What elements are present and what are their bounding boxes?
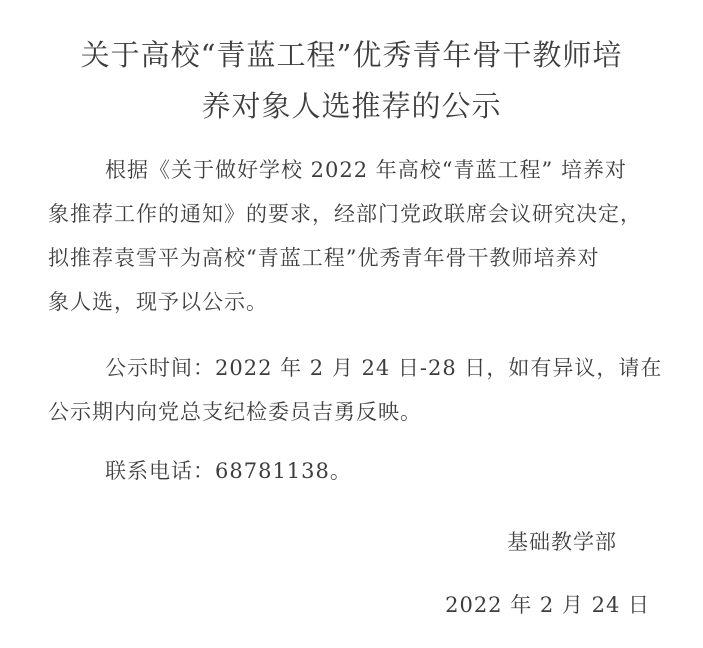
paragraph-recommendation [48,148,655,324]
paragraph-line: 公示期内向党总支纪检委员吉勇反映。 [48,400,422,424]
document-title [0,30,703,132]
signature-date [48,583,655,627]
paragraph-line: 象推荐工作的通知》的要求，经部门党政联席会议研究决定， [48,202,642,226]
paragraph-line: 根据《关于做好学校 2022 年高校“青蓝工程” 培养对 [105,158,627,182]
paragraph-line: 拟推荐袁雪平为高校“青蓝工程”优秀青年骨干教师培养对 [48,246,600,270]
document-body [0,148,703,627]
contact-phone-line: 联系电话：68781138。 [105,459,352,483]
paragraph-line: 象人选，现予以公示。 [48,290,268,314]
paragraph-publicity-period [48,346,663,434]
title-line-1: 关于高校“青蓝工程”优秀青年骨干教师培 [80,38,623,72]
title-line-2: 养对象人选推荐的公示 [201,89,502,123]
signature-department [48,520,655,564]
date-text: 2022 年 2 月 24 日 [445,593,650,617]
signature-text: 基础教学部 [507,530,617,554]
paragraph-line: 公示时间：2022 年 2 月 24 日-28 日，如有异议，请在 [105,356,663,380]
paragraph-contact [48,449,655,493]
